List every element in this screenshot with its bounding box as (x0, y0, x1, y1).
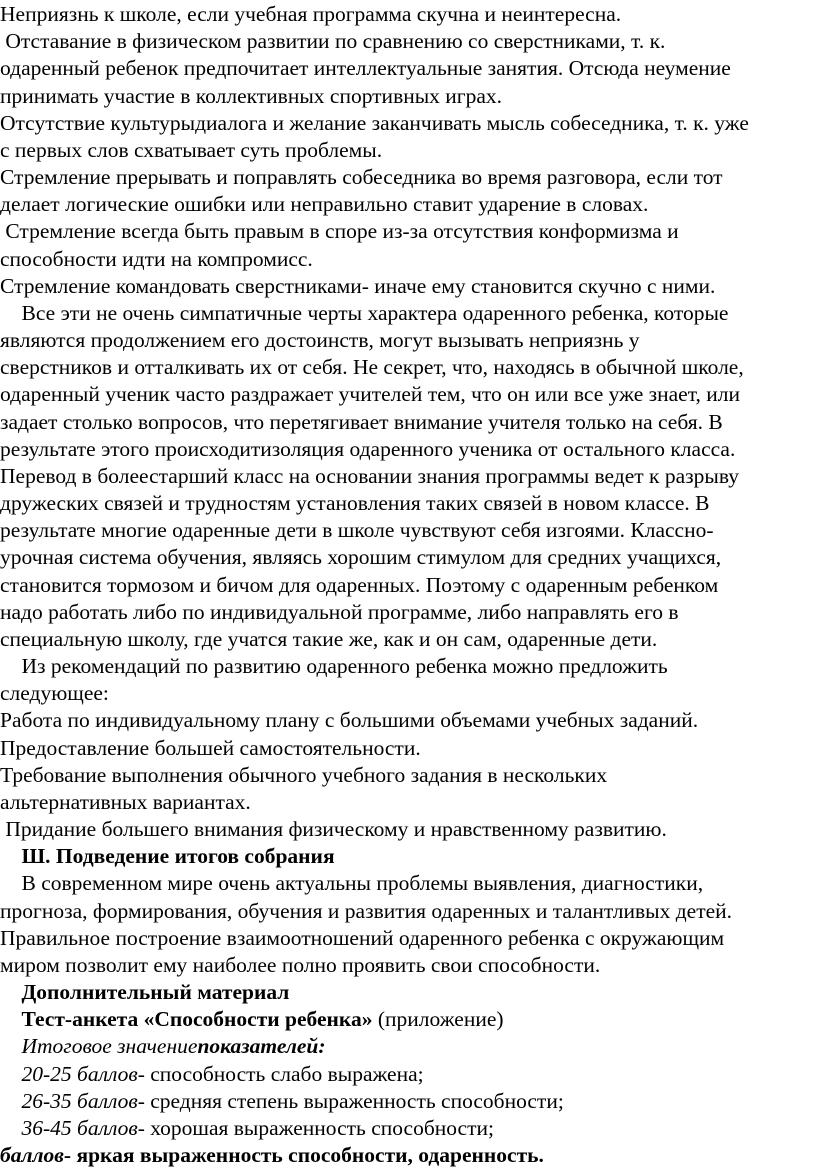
score-line (0, 1060, 816, 1089)
body-line: Все эти не очень симпатичные черты характера одаренного ребенка, которые (0, 301, 729, 325)
score-range: 36-45 баллов (0, 1116, 138, 1140)
body-line: принимать участие в коллективных спортивных играх. (0, 84, 503, 108)
conclusion-line: В современном мире очень актуальны проблемы выявления, диагностики, (0, 871, 704, 895)
additional-material-heading: Дополнительный материал (0, 980, 290, 1004)
body-line: дружеских связей и трудностям установления таких связей в новом классе. В (0, 491, 710, 515)
score-line (0, 1087, 816, 1116)
body-line: с первых слов схватывает суть проблемы. (0, 138, 383, 162)
final-value-line (0, 1032, 816, 1061)
score-range: 26-35 баллов (0, 1089, 138, 1113)
body-line: Из рекомендаций по развитию одаренного ребенка можно предложить (0, 654, 668, 678)
body-line: Стремление всегда быть правым в споре из-за отсутствия конформизма и (0, 219, 679, 243)
conclusion-line: миром позволит ему наиболее полно проявить свои способности. (0, 953, 601, 977)
body-line: становится тормозом и бичом для одаренных. Поэтому с одаренным ребенком (0, 573, 719, 597)
score-line (0, 1114, 816, 1143)
score-range: 20-25 баллов (0, 1062, 138, 1086)
section-heading: Ш. Подведение итогов собрания (0, 844, 335, 868)
body-line: Неприязнь к школе, если учебная программа скучна и неинтересна. (0, 2, 622, 26)
body-line: сверстников и отталкивать их от себя. Не секрет, что, находясь в обычной школе, (0, 355, 744, 379)
body-line: Перевод в болеестарший класс на основании знания программы ведет к разрыву (0, 464, 739, 488)
body-line: являются продолжением его достоинств, могут вызывать неприязнь у (0, 328, 640, 352)
score-line (0, 1141, 816, 1170)
body-line: одаренный ученик часто раздражает учителей тем, что он или все уже знает, или (0, 382, 740, 406)
body-line: Стремление командовать сверстниками- иначе ему становится скучно с ними. (0, 274, 716, 298)
body-line: результате этого происходитизоляция одаренного ученика от остального класса. (0, 437, 736, 461)
body-line: Стремление прерывать и поправлять собеседника во время разговора, если тот (0, 165, 723, 189)
final-value-label: Итоговое значение (0, 1034, 198, 1058)
body-line: Предоставление большей самостоятельности. (0, 736, 421, 760)
body-line: надо работать либо по индивидуальной программе, либо направлять его в (0, 600, 679, 624)
body-line: следующее: (0, 681, 109, 705)
conclusion-line: прогноза, формирования, обучения и развития одаренных и талантливых детей. (0, 899, 733, 923)
body-line: результате многие одаренные дети в школе чувствуют себя изгоями. Классно- (0, 518, 714, 542)
score-text: - хорошая выраженность способности; (137, 1116, 494, 1140)
score-text: - способность слабо выражена; (137, 1062, 424, 1086)
body-line: Придание большего внимания физическому и нравственному развитию. (0, 817, 667, 841)
score-text: - яркая выраженность способности, одаренность. (63, 1143, 544, 1167)
body-line: Работа по индивидуальному плану с большими объемами учебных заданий. (0, 708, 699, 732)
final-value-label-bold: показателей: (197, 1034, 326, 1058)
conclusion-line: Правильное построение взаимоотношений одаренного ребенка с окружающим (0, 926, 725, 950)
test-title: Тест-анкета «Способности ребенка» (0, 1007, 373, 1031)
body-line: Отсутствие культурыдиалога и желание заканчивать мысль собеседника, т. к. уже (0, 111, 749, 135)
body-line: делает логические ошибки или неправильно ставит ударение в словах. (0, 192, 649, 216)
body-line: Отставание в физическом развитии по сравнению со сверстниками, т. к. (0, 29, 666, 53)
body-line: альтернативных вариантах. (0, 790, 251, 814)
score-range: баллов (0, 1143, 64, 1167)
test-note: (приложение) (372, 1007, 504, 1031)
score-text: - средняя степень выраженность способности; (137, 1089, 564, 1113)
test-title-line (0, 1005, 816, 1034)
body-line: одаренный ребенок предпочитает интеллектуальные занятия. Отсюда неумение (0, 56, 731, 80)
body-line: способности идти на компромисс. (0, 247, 313, 271)
body-line: специальную школу, где учатся такие же, как и он сам, одаренные дети. (0, 627, 658, 651)
body-line: Требование выполнения обычного учебного задания в нескольких (0, 763, 608, 787)
body-line: задает столько вопросов, что перетягивает внимание учителя только на себя. В (0, 410, 723, 434)
body-line: урочная система обучения, являясь хорошим стимулом для средних учащихся, (0, 545, 722, 569)
